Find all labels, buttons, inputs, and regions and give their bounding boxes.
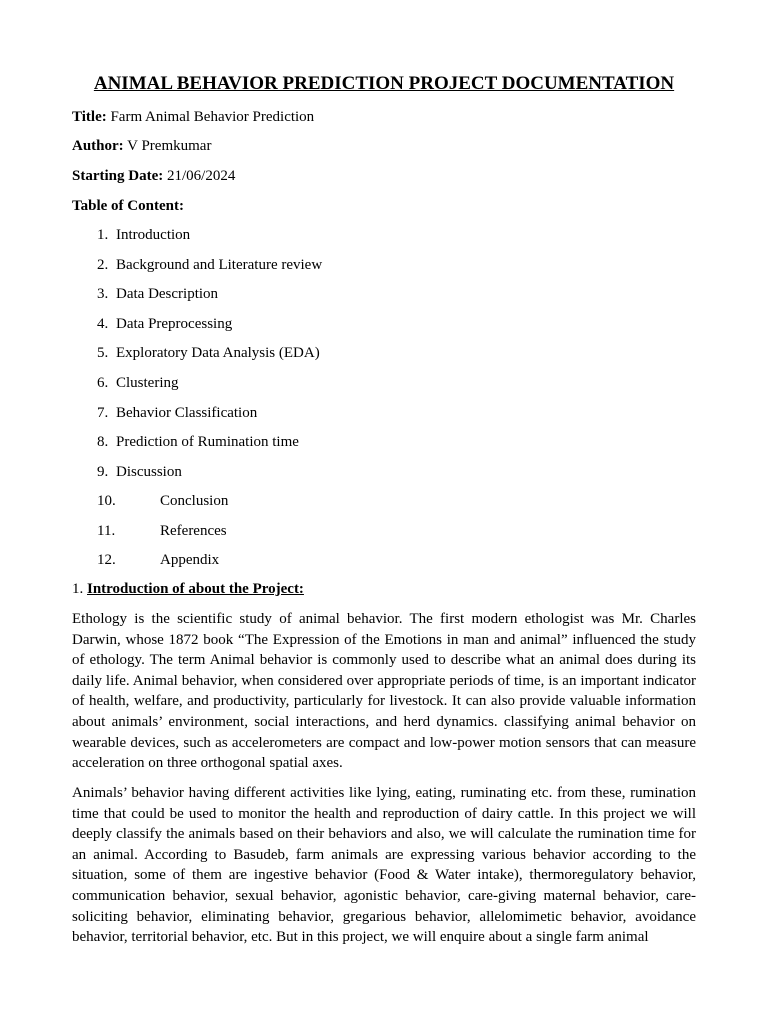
- toc-item-label: Exploratory Data Analysis (EDA): [116, 345, 320, 361]
- toc-item-number: 3.: [97, 286, 109, 302]
- toc-item-number: 8.: [97, 434, 109, 450]
- toc-item-label: References: [160, 523, 227, 539]
- meta-title-label: Title:: [72, 109, 107, 125]
- toc-item-number: 4.: [97, 316, 109, 332]
- toc-item-label: Appendix: [160, 552, 220, 568]
- meta-author: [72, 137, 211, 156]
- meta-start-date-value: 21/06/2024: [166, 168, 236, 184]
- toc-item-number: 9.: [97, 464, 109, 480]
- toc-item-label: Data Description: [116, 286, 219, 302]
- toc-item-number: 2.: [97, 257, 109, 273]
- section-1-title: Introduction of about the Project:: [87, 581, 304, 597]
- document-heading: ANIMAL BEHAVIOR PREDICTION PROJECT DOCUMENTATION: [93, 73, 675, 94]
- section-1-paragraph-2: Animals’ behavior having different activities like lying, eating, ruminating etc. from these, rumination time that could be used to monitor the health and reproduction of dairy cattle. In this project we will deeply classify the animals based on their behaviors and also, we will calculate the rumination time for an animal. According to Basudeb, farm animals are expressing various behavior according to the situation, some of them are ingestive behavior (Food & Water intake), thermoregulatory behavior, communication behavior, sexual behavior, agonistic behavior, care-giving maternal behavior, care-soliciting behavior, eliminating behavior, gregarious behavior, allelomimetic behavior, avoidance behavior, territorial behavior, etc. But in this project, we will enquire about a single farm animal: [72, 785, 696, 946]
- section-1-paragraph-1: Ethology is the scientific study of animal behavior. The first modern ethologist was Mr. Charles Darwin, whose 1872 book “The Expression of the Emotions in man and animal” influenced the study of ethology. The term Animal behavior is commonly used to describe what an animal does during its daily life. Animal behavior, when considered over appropriate periods of time, is an important indicator of health, welfare, and productivity, particularly for livestock. It can also provide valuable information about animals’ environment, social interactions, and herd dynamics. classifying animal behavior on wearable devices, such as accelerometers are compact and low-power motion sensors that can measure acceleration on three orthogonal spatial axes.: [72, 611, 696, 772]
- toc-item-number: 6.: [97, 375, 109, 391]
- meta-title: [72, 108, 314, 127]
- section-1-number: 1.: [72, 581, 84, 597]
- toc-item-number: 5.: [97, 345, 109, 361]
- section-1-heading: [72, 580, 304, 599]
- toc-item-label: Introduction: [116, 227, 191, 243]
- toc-item-number: 7.: [97, 405, 109, 421]
- toc-item-label: Data Preprocessing: [116, 316, 233, 332]
- meta-start-date: [72, 167, 235, 186]
- toc-item-label: Background and Literature review: [116, 257, 323, 273]
- toc-item-number: 10.: [97, 493, 116, 509]
- toc-item-label: Behavior Classification: [116, 405, 258, 421]
- toc-item-label: Prediction of Rumination time: [116, 434, 299, 450]
- toc-item-number: 12.: [97, 552, 116, 568]
- meta-start-date-label: Starting Date:: [72, 168, 164, 184]
- toc-heading-label: Table of Content:: [72, 198, 184, 214]
- toc-item-label: Conclusion: [160, 493, 229, 509]
- meta-author-value: V Premkumar: [127, 138, 212, 154]
- meta-author-label: Author:: [72, 138, 124, 154]
- meta-title-value: Farm Animal Behavior Prediction: [110, 109, 315, 125]
- toc-heading: [72, 197, 184, 216]
- toc-item-label: Discussion: [116, 464, 182, 480]
- toc-item-number: 1.: [97, 227, 109, 243]
- toc-item-label: Clustering: [116, 375, 179, 391]
- toc-item-number: 11.: [97, 523, 116, 539]
